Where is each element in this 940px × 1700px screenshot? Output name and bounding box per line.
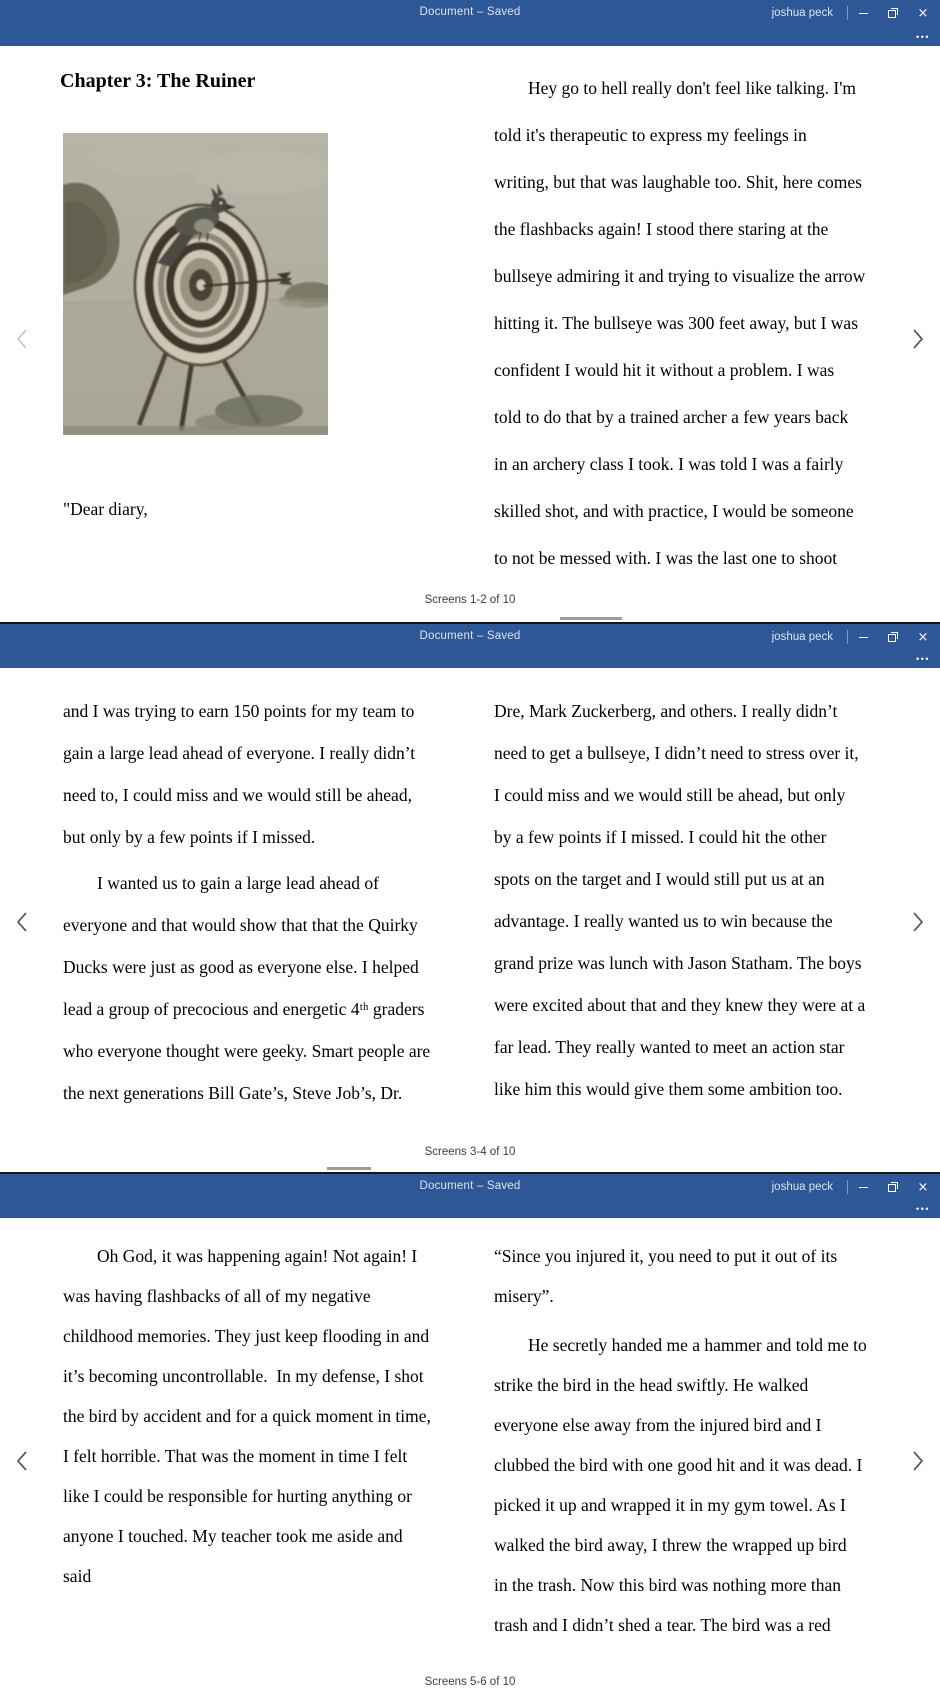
restore-icon <box>888 8 898 18</box>
word-window-screens-3-4 <box>0 622 940 1172</box>
paragraph <box>494 1325 867 1645</box>
restore-icon <box>888 1182 898 1192</box>
text-line: I felt horrible. That was the moment in time I felt <box>63 1446 408 1466</box>
title-bar <box>0 1174 940 1218</box>
left-page-text <box>63 690 430 1114</box>
next-screen-button[interactable] <box>906 326 930 352</box>
text-line: need to, I could miss and we would still be ahead, <box>63 785 412 805</box>
signed-in-user[interactable]: joshua peck <box>771 1181 833 1193</box>
text-line: Dre, Mark Zuckerberg, and others. I really didn’t <box>494 701 838 721</box>
signed-in-user[interactable]: joshua peck <box>771 7 833 19</box>
left-page-text <box>63 1236 431 1596</box>
text-line: Hey go to hell really don't feel like talking. I'm <box>528 78 857 98</box>
text-line: I could miss and we would still be ahead, but only <box>494 785 846 805</box>
close-button[interactable] <box>908 624 938 650</box>
restore-button[interactable] <box>878 0 908 26</box>
text-line: “Since you injured it, you need to put it out of its <box>494 1246 838 1266</box>
word-window-screens-5-6 <box>0 1172 940 1700</box>
title-bar <box>0 624 940 668</box>
text-line: told to do that by a trained archer a few years back <box>494 407 849 427</box>
text-line: bullseye admiring it and trying to visualize the arrow <box>494 266 866 286</box>
text-line: in the trash. Now this bird was nothing more than <box>494 1575 842 1595</box>
right-page-text <box>494 1236 867 1645</box>
text-line: in an archery class I took. I was told I was a fairly <box>494 454 844 474</box>
window-title: Document – Saved <box>419 6 521 18</box>
close-icon: × <box>917 5 929 21</box>
title-bar-controls <box>772 624 938 650</box>
minimize-icon <box>859 637 868 638</box>
text-line: skilled shot, and with practice, I would be someone <box>494 501 854 521</box>
word-window-screens-1-2 <box>0 0 940 622</box>
title-bar-controls <box>772 1174 938 1200</box>
text-line: was having flashbacks of all of my negative <box>63 1286 371 1306</box>
text-line: Ducks were just as good as everyone else. I helped <box>63 957 419 977</box>
more-options-button[interactable]: ••• <box>916 654 930 664</box>
text-line: misery”. <box>494 1286 554 1306</box>
signed-in-user[interactable]: joshua peck <box>771 631 833 643</box>
minimize-button[interactable] <box>848 1174 878 1200</box>
text-line: far lead. They really wanted to meet an action star <box>494 1037 845 1057</box>
dear-diary-text: "Dear diary, <box>63 499 148 519</box>
close-icon: × <box>917 629 929 645</box>
text-line: like him this would give them some ambition too. <box>494 1079 843 1099</box>
text-line: told it's therapeutic to express my feelings in <box>494 125 807 145</box>
more-options-button[interactable]: ••• <box>916 1204 930 1214</box>
previous-screen-button[interactable] <box>10 909 34 935</box>
screen-counter: Screens 3-4 of 10 <box>424 1146 516 1158</box>
text-line: trash and I didn’t shed a tear. The bird was a red <box>494 1615 831 1635</box>
text-line: Oh God, it was happening again! Not again! I <box>97 1246 418 1266</box>
chapter-heading: Chapter 3: The Ruiner <box>60 70 256 92</box>
text-line: need to get a bullseye, I didn’t need to stress over it, <box>494 743 859 763</box>
screen-counter: Screens 1-2 of 10 <box>424 594 516 606</box>
text-line: spots on the target and I would still put us at an <box>494 869 825 889</box>
restore-button[interactable] <box>878 1174 908 1200</box>
text-line: childhood memories. They just keep flooding in and <box>63 1326 430 1346</box>
text-line: the flashbacks again! I stood there staring at the <box>494 219 829 239</box>
text-line: the next generations Bill Gate’s, Steve Job’s, Dr. <box>63 1083 403 1103</box>
next-screen-button[interactable] <box>906 1448 930 1474</box>
minimize-button[interactable] <box>848 0 878 26</box>
paragraph <box>494 690 865 1110</box>
right-page-text <box>494 65 865 582</box>
text-line: confident I would hit it without a problem. I was <box>494 360 835 380</box>
text-line: everyone and that would show that that the Quirky <box>63 915 418 935</box>
text-line: the bird by accident and for a quick moment in time, <box>63 1406 431 1426</box>
window-title: Document – Saved <box>419 630 521 642</box>
text-line: and I was trying to earn 150 points for my team to <box>63 701 415 721</box>
text-line: to not be messed with. I was the last one to shoot <box>494 548 838 568</box>
text-line: walked the bird away, I threw the wrapped up bird <box>494 1535 847 1555</box>
text-line: hitting it. The bullseye was 300 feet away, but I was <box>494 313 859 333</box>
text-line: who everyone thought were geeky. Smart people are <box>63 1041 431 1061</box>
text-line: advantage. I really wanted us to win because the <box>494 911 833 931</box>
paragraph <box>63 862 430 1114</box>
text-line: picked it up and wrapped it in my gym towel. As I <box>494 1495 846 1515</box>
window-title: Document – Saved <box>419 1180 521 1192</box>
more-options-button[interactable]: ••• <box>916 32 930 42</box>
paragraph <box>63 1236 431 1596</box>
horizontal-scrollbar-thumb[interactable] <box>327 1167 371 1170</box>
title-bar <box>0 0 940 46</box>
text-line: I wanted us to gain a large lead ahead of <box>97 873 379 893</box>
minimize-icon <box>859 13 868 14</box>
text-line: it’s becoming uncontrollable. In my defense, I shot <box>63 1366 424 1386</box>
close-button[interactable] <box>908 1174 938 1200</box>
minimize-icon <box>859 1187 868 1188</box>
screen-counter: Screens 5-6 of 10 <box>424 1676 516 1688</box>
restore-icon <box>888 632 898 642</box>
horizontal-scrollbar-thumb[interactable] <box>560 617 622 620</box>
previous-screen-button[interactable] <box>10 326 34 352</box>
text-line: lead a group of precocious and energetic 4ᵗʰ graders <box>63 999 425 1019</box>
text-line: strike the bird in the head swiftly. He walked <box>494 1375 809 1395</box>
text-line: were excited about that and they knew they were at a <box>494 995 866 1015</box>
text-line: gain a large lead ahead of everyone. I really didn’t <box>63 743 416 763</box>
paragraph <box>63 690 430 858</box>
previous-screen-button[interactable] <box>10 1448 34 1474</box>
close-button[interactable] <box>908 0 938 26</box>
paragraph <box>494 65 865 582</box>
text-line: writing, but that was laughable too. Shit, here comes <box>494 172 862 192</box>
text-line: clubbed the bird with one good hit and it was dead. I <box>494 1455 863 1475</box>
chapter-illustration-image <box>63 133 328 435</box>
next-screen-button[interactable] <box>906 909 930 935</box>
close-icon: × <box>917 1179 929 1195</box>
text-line: anyone I touched. My teacher took me aside and <box>63 1526 403 1546</box>
text-line: but only by a few points if I missed. <box>63 827 316 847</box>
text-line: like I could be responsible for hurting anything or <box>63 1486 412 1506</box>
right-page-text <box>494 690 865 1110</box>
paragraph <box>494 1236 867 1316</box>
text-line: by a few points if I missed. I could hit the other <box>494 827 827 847</box>
restore-button[interactable] <box>878 624 908 650</box>
text-line: grand prize was lunch with Jason Statham. The boys <box>494 953 862 973</box>
title-bar-controls <box>772 0 938 26</box>
text-line: said <box>63 1566 92 1586</box>
minimize-button[interactable] <box>848 624 878 650</box>
text-line: everyone else away from the injured bird and I <box>494 1415 822 1435</box>
text-line: He secretly handed me a hammer and told me to <box>528 1335 867 1355</box>
